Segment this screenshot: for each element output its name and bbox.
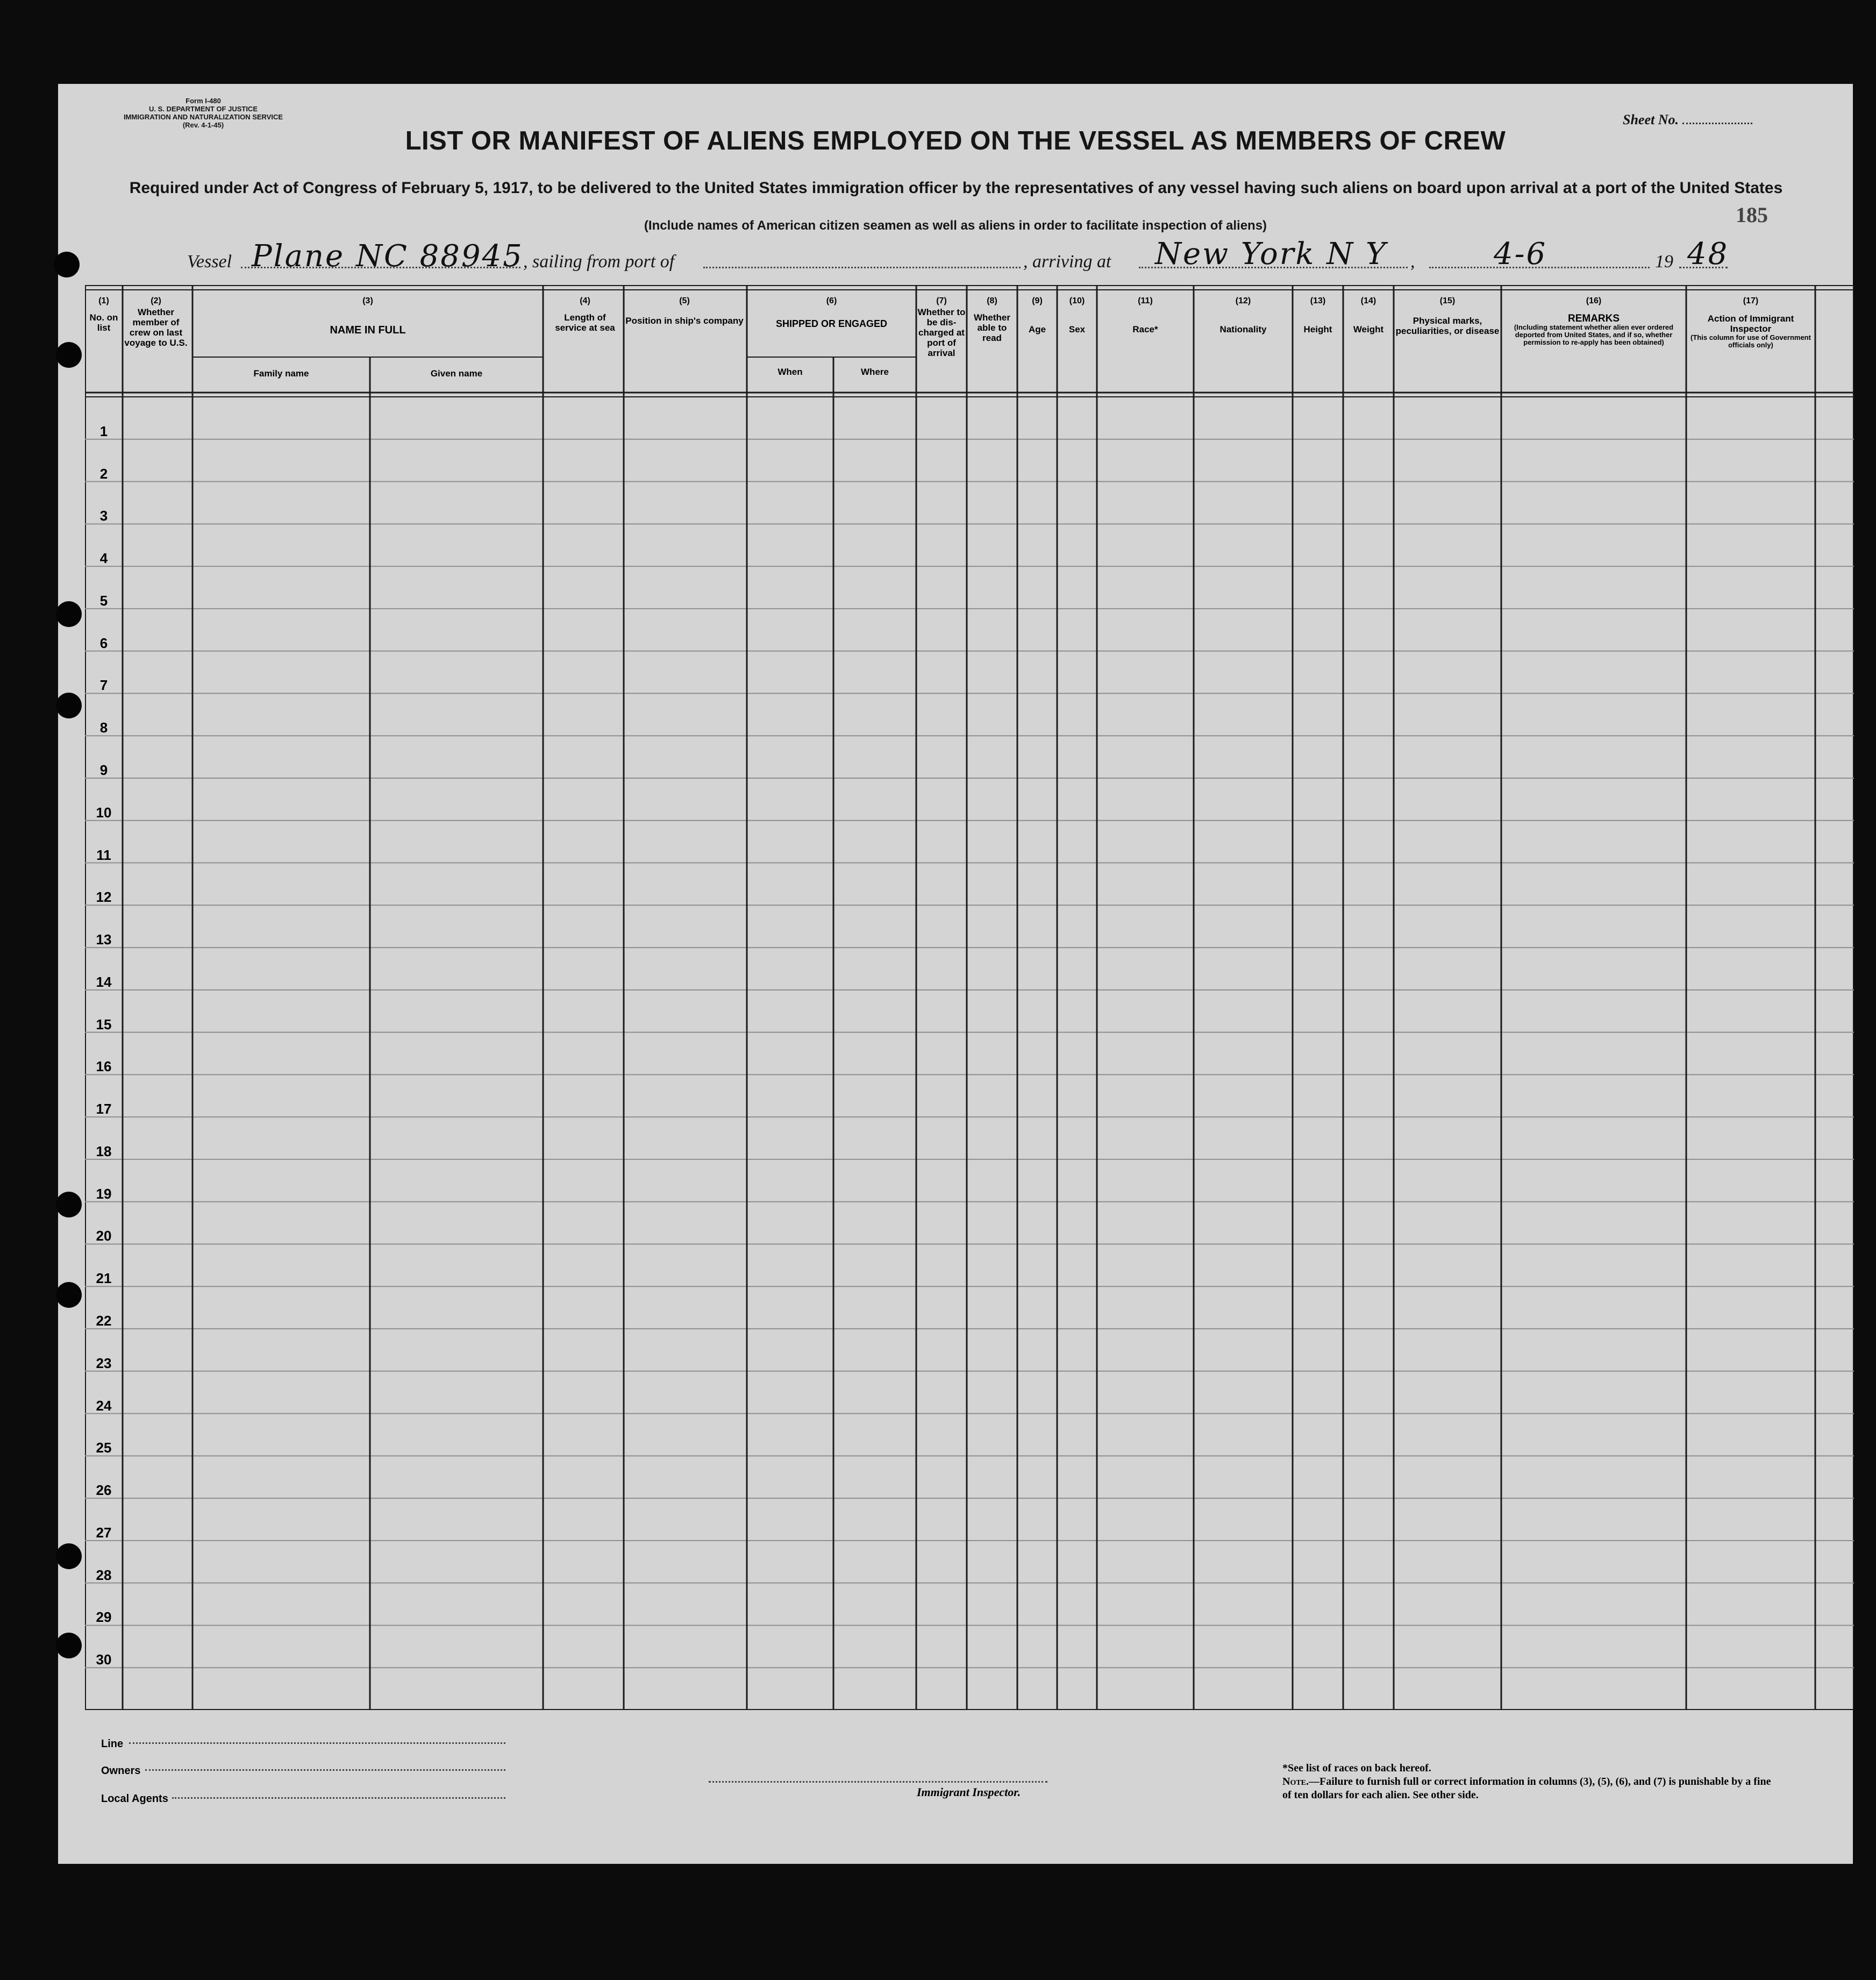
form-identifier — [90, 97, 316, 129]
punch-hole — [56, 1282, 82, 1308]
row-number: 3 — [99, 508, 108, 524]
row-number: 21 — [96, 1270, 112, 1287]
punch-hole — [56, 601, 82, 627]
col-inspector-action-header: (17) Action of Immigrant Inspector (This column for use of Government officials only) — [1690, 296, 1811, 349]
races-note: *See list of races on back hereof. — [1282, 1762, 1431, 1774]
arriving-at-handwritten-value: New York N Y — [1155, 237, 1387, 272]
col-remarks-header: (16) REMARKS (Including statement whether alien ever ordered deported from United States, and if so, whether permission to re-apply has been obtained) — [1514, 296, 1674, 346]
col-nationality-header: (12) Nationality — [1219, 296, 1267, 334]
footer-notes — [1282, 1762, 1777, 1802]
col-shipped-engaged-header: (6) SHIPPED OR ENGAGED — [775, 296, 888, 329]
col-weight-header: (14) Weight — [1353, 296, 1384, 334]
crew-manifest-table — [85, 285, 1870, 1785]
col-age-header: (9) Age — [1028, 296, 1046, 334]
row-number: 30 — [96, 1651, 112, 1668]
row-number: 29 — [96, 1609, 112, 1626]
col-crew-last-voyage-header: (2) Whether member of crew on last voyage to U.S. — [124, 296, 188, 348]
sailing-from-blank — [703, 267, 1021, 268]
row-number: 9 — [99, 761, 108, 778]
row-number: 13 — [96, 931, 112, 948]
row-number: 19 — [96, 1185, 112, 1202]
punch-hole — [56, 1543, 82, 1569]
inspector-signature-blank — [709, 1781, 1047, 1783]
row-number: 16 — [96, 1058, 112, 1075]
row-number: 18 — [96, 1143, 112, 1159]
footer-agents-blank — [172, 1797, 505, 1799]
row-number: 11 — [96, 846, 111, 863]
row-number: 2 — [99, 465, 108, 482]
col-height-header: (13) Height — [1303, 296, 1332, 334]
row-number: 10 — [96, 804, 112, 821]
row-number: 27 — [96, 1524, 112, 1541]
footer-line-blank — [129, 1742, 505, 1744]
row-number: 8 — [99, 720, 108, 736]
punch-hole — [56, 342, 82, 368]
row-number: 1 — [99, 423, 108, 439]
row-number: 24 — [96, 1397, 112, 1414]
col-discharged-header: (7) Whether to be dis-charged at port of arrival — [917, 296, 966, 358]
year-handwritten-value: 48 — [1687, 237, 1729, 272]
col-race-header: (11) Race* — [1132, 296, 1158, 334]
col-where-header: Where — [861, 367, 889, 377]
row-number: 7 — [99, 677, 108, 694]
row-number: 26 — [96, 1482, 112, 1499]
footer-owners-blank — [145, 1769, 505, 1771]
col-physical-marks-header: (15) Physical marks, peculiarities, or disease — [1395, 296, 1500, 336]
col-length-of-service-header: (4) Length of service at sea — [555, 296, 615, 333]
sailing-from-label: , sailing from port of — [523, 252, 675, 272]
note-label: Note. — [1282, 1776, 1309, 1787]
punch-hole — [54, 252, 80, 277]
service-name: IMMIGRATION AND NATURALIZATION SERVICE — [123, 113, 283, 121]
page-title: LIST OR MANIFEST OF ALIENS EMPLOYED ON THE VESSEL AS MEMBERS OF CREW — [405, 126, 1506, 155]
col-name-in-full-header: (3) NAME IN FULL — [330, 296, 406, 336]
row-number: 17 — [96, 1101, 112, 1117]
sheet-number-label: Sheet No. — [1623, 112, 1679, 127]
row-number: 5 — [99, 592, 108, 609]
footer-owners-label: Owners — [101, 1765, 141, 1777]
page-subtitle: Required under Act of Congress of February 5, 1917, to be delivered to the United States immigration officer by the representatives of any vessel having such aliens on board upon arrival at a port of the United States — [129, 179, 1783, 197]
punch-hole — [56, 1192, 82, 1217]
row-number: 15 — [96, 1016, 112, 1032]
row-number: 25 — [96, 1440, 112, 1456]
punch-hole — [56, 693, 82, 718]
sheet-number-blank — [1682, 113, 1752, 124]
page-subnote: (Include names of American citizen seamen as well as aliens in order to facilitate inspection of aliens) — [644, 218, 1267, 233]
col-given-name-header: Given name — [430, 368, 483, 379]
row-number: 28 — [96, 1566, 112, 1583]
stamped-page-number: 185 — [1736, 203, 1768, 227]
footer-line-label: Line — [101, 1738, 124, 1750]
department-name: U. S. DEPARTMENT OF JUSTICE — [149, 105, 258, 113]
col-position-header: (5) Position in ship's company — [625, 296, 744, 326]
row-number: 6 — [99, 635, 108, 651]
col-family-name-header: Family name — [253, 368, 309, 379]
vessel-label: Vessel — [187, 252, 232, 272]
note-text: —Failure to furnish full or correct information in columns (3), (5), (6), and (7) is punishable by a fine of ten dollars for each alien. See other side. — [1282, 1776, 1771, 1801]
date-handwritten-value: 4-6 — [1494, 237, 1547, 272]
row-number: 4 — [99, 550, 108, 567]
row-number: 22 — [96, 1313, 112, 1329]
year-prefix: 19 — [1655, 252, 1673, 272]
footer-agents-label: Local Agents — [101, 1793, 168, 1805]
punch-hole — [56, 1633, 82, 1658]
vessel-line: Vessel Plane NC 88945 , sailing from port of , arriving at New York N Y , 4-6 19 48 — [187, 237, 1729, 274]
col-sex-header: (10) Sex — [1068, 296, 1086, 334]
arriving-at-label: , arriving at — [1023, 252, 1111, 272]
row-number: 20 — [96, 1228, 112, 1244]
row-number: 12 — [96, 889, 112, 906]
col-no-on-list-header: (1) No. on list — [89, 296, 118, 333]
row-number: 23 — [96, 1355, 112, 1371]
immigrant-inspector-label: Immigrant Inspector. — [917, 1785, 1021, 1799]
table-grid — [85, 285, 1854, 1710]
vessel-handwritten-value: Plane NC 88945 — [252, 239, 524, 274]
col-able-to-read-header: (8) Whether able to read — [974, 296, 1010, 343]
form-number: Form I-480 — [186, 97, 221, 105]
col-when-header: When — [777, 367, 803, 377]
row-number: 14 — [96, 973, 112, 990]
form-revision: (Rev. 4-1-45) — [182, 121, 224, 129]
